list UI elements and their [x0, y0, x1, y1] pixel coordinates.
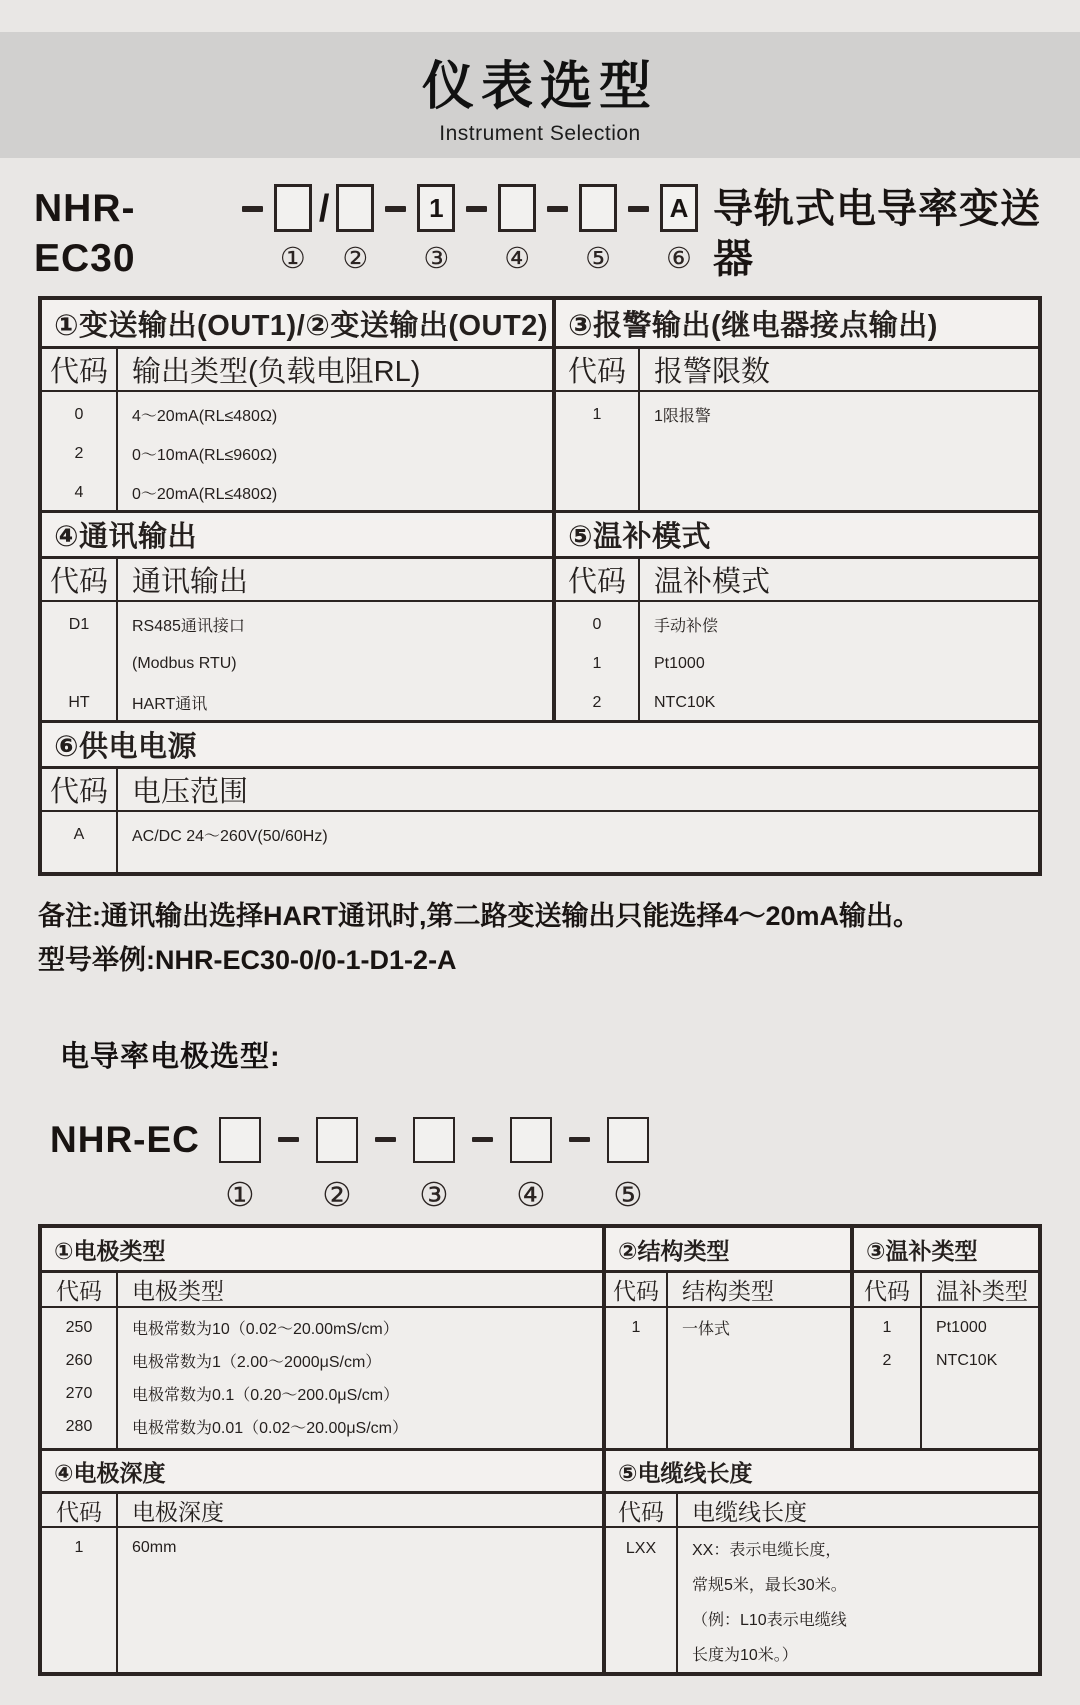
model2-prefix: NHR-EC: [50, 1119, 200, 1160]
model1-slot-6: [660, 184, 698, 276]
desc-cell: Pt1000 NTC10K: [920, 1306, 1038, 1448]
model2-slot-1: [219, 1117, 261, 1214]
circle-5: ⑤: [585, 243, 612, 275]
code-cell: 0 1 2: [552, 600, 638, 720]
section-title: ③报警输出(继电器接点输出): [552, 300, 1038, 346]
model1-box-2: [336, 184, 374, 232]
notes: [38, 894, 1042, 982]
model1-box-1: [274, 184, 312, 232]
transmitter-selection-table: [38, 296, 1042, 876]
electrode-selection-table: [38, 1224, 1042, 1676]
model2-box-2: [316, 1117, 358, 1163]
code-cell: 1 2: [850, 1306, 920, 1448]
circle-4: ④: [504, 243, 531, 275]
section-title: ①电极类型: [42, 1228, 602, 1270]
section-title: ①变送输出(OUT1)/②变送输出(OUT2): [42, 300, 552, 346]
model1-slot-1: [274, 184, 312, 276]
section-title: ⑥供电电源: [42, 720, 1038, 766]
model2-slot-3: [413, 1117, 455, 1214]
desc-cell: XX：表示电缆长度， 常规5米，最长30米。 （例：L10表示电缆线 长度为10米。）: [676, 1526, 1038, 1672]
dash-icon: [385, 206, 406, 212]
circle-1: ①: [225, 1176, 255, 1213]
column-header-desc: 电极类型: [116, 1270, 602, 1306]
model2-box-5: [607, 1117, 649, 1163]
code-cell: D1 HT: [42, 600, 116, 720]
dash-icon: [375, 1137, 396, 1142]
column-header-desc: 报警限数: [638, 346, 1038, 390]
circle-2: ②: [322, 1176, 352, 1213]
dash-icon: [278, 1137, 299, 1142]
model1-product-name: 导轨式电导率变送器: [712, 187, 1041, 281]
circle-4: ④: [516, 1176, 546, 1213]
desc-cell: 电极常数为10（0.02～20.00mS/cm） 电极常数为1（2.00～2000μS/cm） 电极常数为0.1（0.20～200.0μS/cm） 电极常数为0.01（0.02～20.00μS/cm）: [116, 1306, 602, 1448]
desc-cell: 手动补偿 Pt1000 NTC10K: [638, 600, 1038, 720]
desc-cell: RS485通讯接口 (Modbus RTU) HART通讯: [116, 600, 552, 720]
column-header-code: 代码: [42, 556, 116, 600]
circle-5: ⑤: [613, 1176, 643, 1213]
dash-icon: [569, 1137, 590, 1142]
model2-slot-5: [607, 1117, 649, 1214]
code-cell: 1: [602, 1306, 666, 1448]
note-remark: 备注:通讯输出选择HART通讯时,第二路变送输出只能选择4～20mA输出。: [38, 901, 921, 931]
column-header-code: 代码: [42, 766, 116, 810]
column-header-code: 代码: [850, 1270, 920, 1306]
desc-cell: AC/DC 24～260V(50/60Hz): [116, 810, 1038, 872]
column-header-code: 代码: [602, 1270, 666, 1306]
column-header-desc: 电极深度: [116, 1491, 602, 1526]
model2-box-3: [413, 1117, 455, 1163]
section-title: ③温补类型: [850, 1228, 1038, 1270]
desc-cell: 4～20mA(RL≤480Ω) 0～10mA(RL≤960Ω) 0～20mA(RL≤480Ω): [116, 390, 552, 510]
column-header-desc: 电压范围: [116, 766, 1038, 810]
column-header-desc: 结构类型: [666, 1270, 850, 1306]
note-model-example: 型号举例:NHR-EC30-0/0-1-D1-2-A: [38, 945, 457, 975]
page-header: [0, 32, 1080, 158]
model-code-line-ec: [50, 1117, 1080, 1214]
column-header-desc: 温补模式: [638, 556, 1038, 600]
column-header-desc: 通讯输出: [116, 556, 552, 600]
model2-box-4: [510, 1117, 552, 1163]
model1-box-6: A: [660, 184, 698, 232]
code-cell: LXX: [602, 1526, 676, 1672]
column-header-desc: 电缆线长度: [676, 1491, 1038, 1526]
page-subtitle: Instrument Selection: [439, 122, 641, 145]
model1-box-4: [498, 184, 536, 232]
dash-icon: [472, 1137, 493, 1142]
circle-3: ③: [419, 1176, 449, 1213]
dash-icon: [628, 206, 649, 212]
desc-cell: 60mm: [116, 1526, 602, 1672]
code-cell: 1: [42, 1526, 116, 1672]
column-header-desc: 温补类型: [920, 1270, 1038, 1306]
model2-slot-2: [316, 1117, 358, 1214]
section-title: ⑤电缆线长度: [602, 1451, 1038, 1491]
model1-slot-3: [417, 184, 455, 276]
code-cell: A: [42, 810, 116, 872]
section-title: ⑤温补模式: [552, 510, 1038, 556]
circle-3: ③: [423, 243, 450, 275]
column-header-code: 代码: [552, 556, 638, 600]
code-cell: 0 2 4: [42, 390, 116, 510]
desc-cell: 1限报警: [638, 390, 1038, 510]
model1-slot-5: [579, 184, 617, 276]
column-header-desc: 输出类型(负载电阻RL): [116, 346, 552, 390]
section-title: ④通讯输出: [42, 510, 552, 556]
dash-icon: [242, 206, 263, 212]
model1-box-5: [579, 184, 617, 232]
model1-prefix: NHR-EC30: [34, 187, 136, 280]
section-title: ②结构类型: [602, 1228, 850, 1270]
circle-2: ②: [342, 243, 369, 275]
code-cell: 1: [552, 390, 638, 510]
model1-slot-2: [336, 184, 374, 276]
circle-1: ①: [279, 243, 306, 275]
desc-cell: 一体式: [666, 1306, 850, 1448]
column-header-code: 代码: [552, 346, 638, 390]
model-code-line-ec30: [34, 184, 1080, 284]
code-cell: 250 260 270 280: [42, 1306, 116, 1448]
column-header-code: 代码: [42, 1491, 116, 1526]
page-title: 仪表选型: [421, 58, 658, 116]
model1-slot-4: [498, 184, 536, 276]
model2-box-1: [219, 1117, 261, 1163]
column-header-code: 代码: [42, 346, 116, 390]
column-header-code: 代码: [602, 1491, 676, 1526]
electrode-selection-heading: 电导率电极选型:: [60, 1041, 281, 1073]
dash-icon: [547, 206, 568, 212]
model1-slash: /: [318, 188, 330, 230]
column-header-code: 代码: [42, 1270, 116, 1306]
model1-box-3: 1: [417, 184, 455, 232]
section-title: ④电极深度: [42, 1451, 602, 1491]
dash-icon: [466, 206, 487, 212]
model2-slot-4: [510, 1117, 552, 1214]
circle-6: ⑥: [665, 243, 692, 275]
